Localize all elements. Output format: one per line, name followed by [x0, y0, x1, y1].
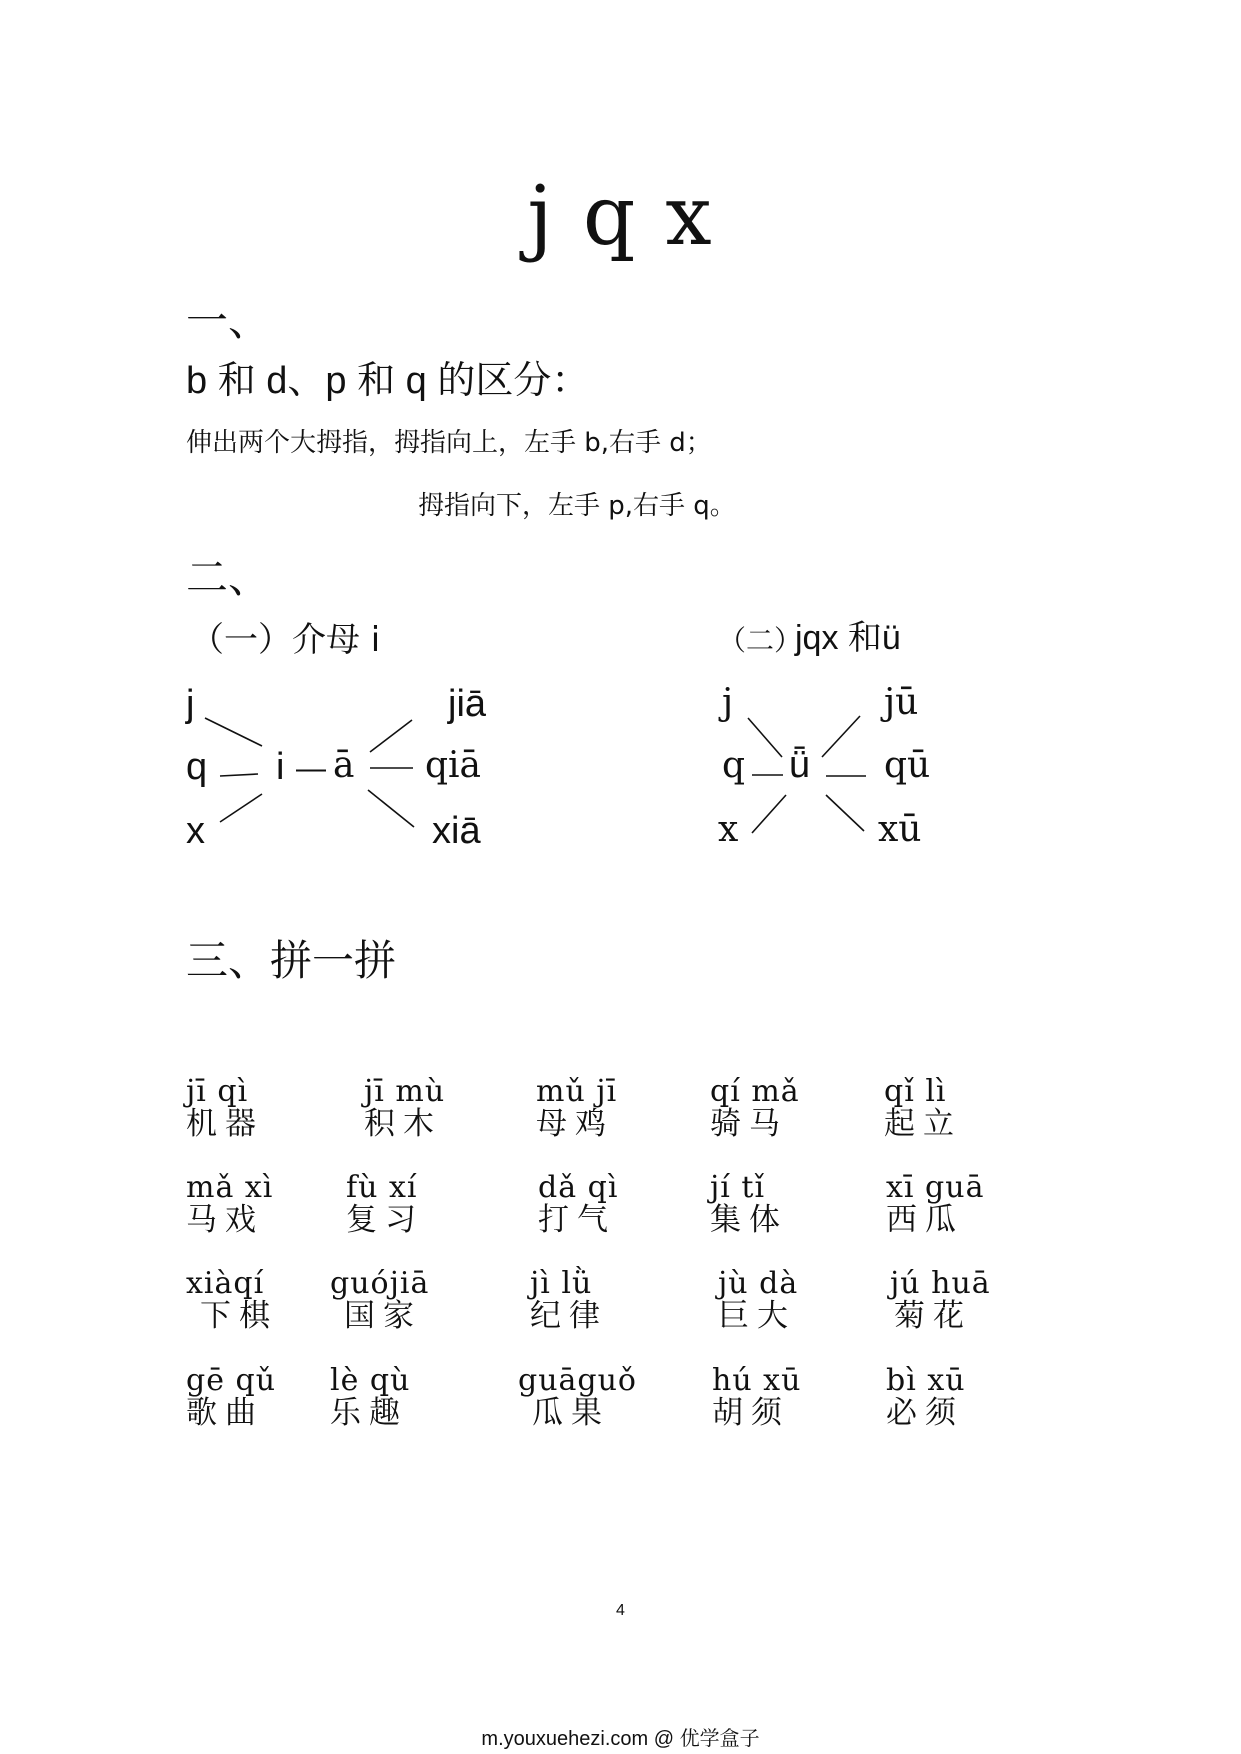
word-hanzi: 骑马	[710, 1106, 788, 1142]
word-pinyin: xiàqí	[186, 1266, 265, 1301]
word-hanzi: 国家	[344, 1298, 422, 1334]
part-1-result-jia: jiā	[448, 683, 487, 725]
part-1-result-qia: qiā	[425, 745, 482, 786]
connector-a-xia	[368, 790, 414, 827]
section-3-heading: 三、拼一拼	[186, 936, 397, 985]
part-2-initial-x: x	[718, 809, 739, 850]
part-2-result-qu: qū	[884, 745, 931, 786]
word-pinyin: qí mǎ	[710, 1074, 800, 1109]
part-2-initial-q: q	[722, 745, 746, 786]
part-1-initial-x: x	[186, 810, 205, 852]
word-hanzi: 乐趣	[330, 1395, 408, 1431]
word-hanzi: 打气	[538, 1202, 616, 1238]
page-number: 4	[616, 1602, 625, 1619]
part-2-result-xu: xū	[878, 809, 922, 850]
part-1-heading: （一）介母 i	[190, 620, 381, 660]
part-1-initial-j: j	[186, 683, 195, 725]
word-pinyin: guójiā	[330, 1266, 430, 1301]
word-hanzi: 纪律	[530, 1298, 608, 1334]
word-hanzi: 必须	[886, 1395, 964, 1431]
word-cell	[710, 1170, 860, 1238]
word-cell	[186, 1363, 336, 1431]
part-1-initial-q: q	[186, 746, 208, 788]
word-pinyin: gē qǔ	[186, 1363, 277, 1398]
word-pinyin: jì lǜ	[530, 1266, 593, 1301]
word-cell	[186, 1266, 336, 1334]
word-cell	[330, 1266, 480, 1334]
word-pinyin: fù xí	[346, 1170, 418, 1205]
word-hanzi: 母鸡	[536, 1106, 614, 1142]
part-2-heading-prefix: （二）	[718, 624, 803, 657]
part-2-initial-j: j	[722, 682, 734, 723]
word-pinyin: dǎ qì	[538, 1170, 619, 1205]
connector-x-u	[752, 795, 786, 833]
connector-u-xu	[826, 795, 864, 831]
word-cell	[890, 1266, 1040, 1334]
word-cell	[186, 1074, 336, 1142]
word-pinyin: lè qù	[330, 1363, 411, 1398]
word-pinyin: guāguǒ	[518, 1363, 637, 1398]
connector-a-jia	[370, 720, 412, 752]
word-cell	[710, 1074, 860, 1142]
word-hanzi: 马戏	[186, 1202, 264, 1238]
word-pinyin: mǔ jī	[536, 1074, 618, 1109]
connector-j-u	[748, 718, 782, 757]
word-cell	[186, 1170, 336, 1238]
word-pinyin: mǎ xì	[186, 1170, 274, 1205]
part-1-medial: i	[276, 746, 285, 788]
word-cell	[886, 1363, 1036, 1431]
word-pinyin: bì xū	[886, 1363, 966, 1398]
page-title: j q x	[527, 169, 714, 264]
word-pinyin: jí tǐ	[710, 1170, 766, 1205]
word-pinyin: hú xū	[712, 1363, 802, 1398]
connector-x-i	[220, 794, 262, 822]
section-1-subtitle: b 和 d、p 和 q 的区分：	[186, 360, 590, 402]
part-1-final: ā	[333, 745, 355, 786]
word-pinyin: xī guā	[886, 1170, 985, 1205]
part-2-center: ǖ	[789, 744, 811, 786]
part-1-result-xia: xiā	[432, 810, 481, 852]
word-hanzi: 歌曲	[186, 1395, 264, 1431]
connector-j-i	[205, 718, 262, 746]
word-cell	[330, 1363, 480, 1431]
word-cell	[538, 1170, 688, 1238]
word-hanzi: 菊花	[894, 1298, 972, 1334]
word-cell	[364, 1074, 514, 1142]
connector-q-i	[220, 774, 258, 776]
word-hanzi: 复习	[346, 1202, 424, 1238]
word-pinyin: jī qì	[186, 1074, 249, 1109]
word-cell	[536, 1074, 686, 1142]
word-cell	[346, 1170, 496, 1238]
word-hanzi: 积木	[364, 1106, 442, 1142]
word-pinyin: jú huā	[890, 1266, 991, 1301]
word-hanzi: 机器	[186, 1106, 264, 1142]
word-hanzi: 起立	[884, 1106, 962, 1142]
part-2-result-ju: jū	[884, 682, 919, 723]
footer-watermark: m.youxuehezi.com @ 优学盒子	[481, 1728, 760, 1750]
word-cell	[530, 1266, 680, 1334]
word-cell	[718, 1266, 868, 1334]
word-hanzi: 西瓜	[886, 1202, 964, 1238]
part-2-heading: jqx 和ü	[795, 619, 901, 657]
word-hanzi: 集体	[710, 1202, 788, 1238]
word-cell	[518, 1363, 668, 1431]
word-hanzi: 巨大	[718, 1298, 796, 1334]
word-pinyin: jù dà	[718, 1266, 799, 1301]
word-hanzi: 胡须	[712, 1395, 790, 1431]
word-cell	[886, 1170, 1036, 1238]
word-hanzi: 瓜果	[532, 1395, 610, 1431]
word-pinyin: jī mù	[364, 1074, 446, 1109]
word-hanzi: 下棋	[200, 1298, 278, 1334]
word-cell	[884, 1074, 1034, 1142]
section-1-line-1: 伸出两个大拇指，拇指向上，左手 b,右手 d；	[186, 428, 712, 458]
section-1-heading: 一、	[186, 296, 271, 345]
word-pinyin: qǐ lì	[884, 1074, 947, 1109]
connector-u-ju	[822, 716, 860, 757]
section-2-heading: 二、	[186, 553, 271, 602]
part-1-dash: —	[296, 752, 326, 785]
word-cell	[712, 1363, 862, 1431]
section-1-line-2: 拇指向下，左手 p,右手 q。	[418, 491, 736, 521]
